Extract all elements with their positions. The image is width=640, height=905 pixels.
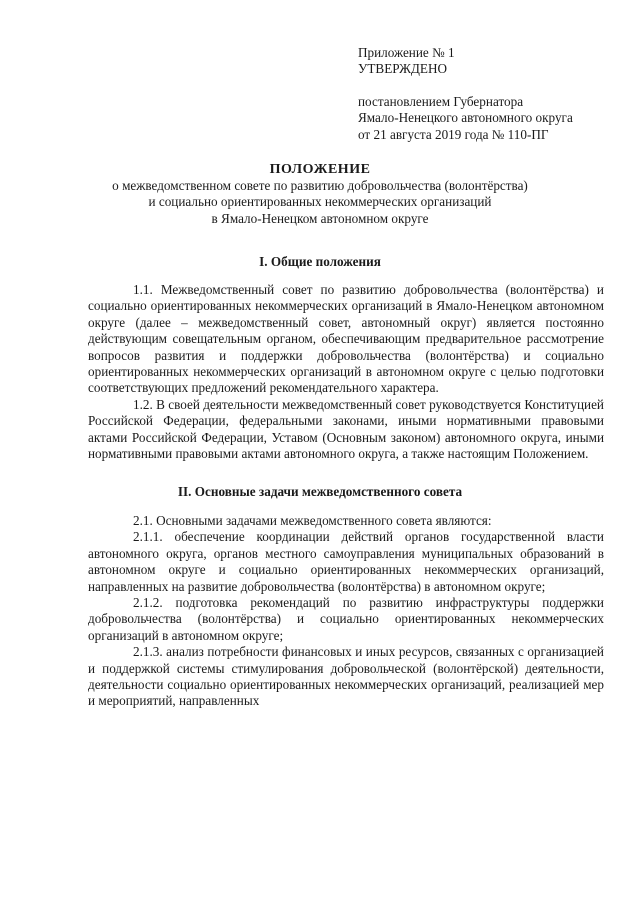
- appendix-gap: [358, 78, 618, 94]
- paragraph-2-1-3: 2.1.3. анализ потребности финансовых и иных ресурсов, связанных с организацией и поддержкой системы стимулирования добровольческой (волонтёрской) деятельности, деятельности социально ориентированных некоммерческих организаций, реализацией мер и мероприятий, направленных: [88, 644, 604, 709]
- approved-label: УТВЕРЖДЕНО: [358, 61, 448, 77]
- paragraph-2-1: 2.1. Основными задачами межведомственного совета являются:: [133, 513, 492, 528]
- appendix-number: Приложение № 1: [358, 45, 455, 60]
- approval-line-2: Ямало-Ненецкого автономного округа: [358, 110, 573, 126]
- paragraph-2-1-1: 2.1.1. обеспечение координации действий органов государственной власти автономного округа, органов местного самоуправления муниципальных образований в автономном округе и социально ориентированных некоммерческих организаций, направленных на развитие добровольчества (волонтёрства) в автономном округе;: [88, 529, 604, 594]
- subtitle-line: о межведомственном совете по развитию добровольчества (волонтёрства): [112, 178, 528, 193]
- approval-line-3: от 21 августа 2019 года № 110-ПГ: [358, 126, 549, 142]
- document-subtitle: [95, 178, 545, 227]
- subtitle-line: в Ямало-Ненецком автономном округе: [211, 210, 429, 226]
- section-heading-tasks: II. Основные задачи межведомственного совета: [177, 484, 463, 499]
- paragraph-2-1-2: 2.1.2. подготовка рекомендаций по развитию инфраструктуры поддержки добровольчества (волонтёрства) и социально ориентированных некоммерческих организаций в автономном округе;: [88, 595, 604, 643]
- document-title-block: [95, 161, 545, 227]
- subtitle-line: и социально ориентированных некоммерческих организаций: [148, 194, 492, 210]
- paragraph-1-2: 1.2. В своей деятельности межведомственный совет руководствуется Конституцией Российской Федерации, федеральными законами, иными нормативными правовыми актами Российской Федерации, Уставом (Основным законом) автономного округа, иными нормативными правовыми актами автономного округа, а также настоящим Положением.: [88, 396, 604, 462]
- section-heading-general: I. Общие положения: [259, 254, 381, 269]
- approval-line-1: постановлением Губернатора: [358, 93, 524, 109]
- section-body-general: [88, 282, 604, 462]
- paragraph-1-1: 1.1. Межведомственный совет по развитию добровольчества (волонтёрства) и социально ориентированных некоммерческих организаций в Ямало-Ненецком автономном округе (далее – межведомственный совет, автономный округ) является постоянно действующим совещательным органом, обеспечивающим предварительное рассмотрение вопросов развития и поддержки добровольчества (волонтёрства) и социально ориентированных некоммерческих организаций в автономном округе с целью подготовки соответствующих предложений рекомендательного характера.: [88, 282, 604, 396]
- document-title: ПОЛОЖЕНИЕ: [269, 162, 371, 177]
- appendix-block: [358, 45, 618, 143]
- section-body-tasks: [88, 513, 604, 710]
